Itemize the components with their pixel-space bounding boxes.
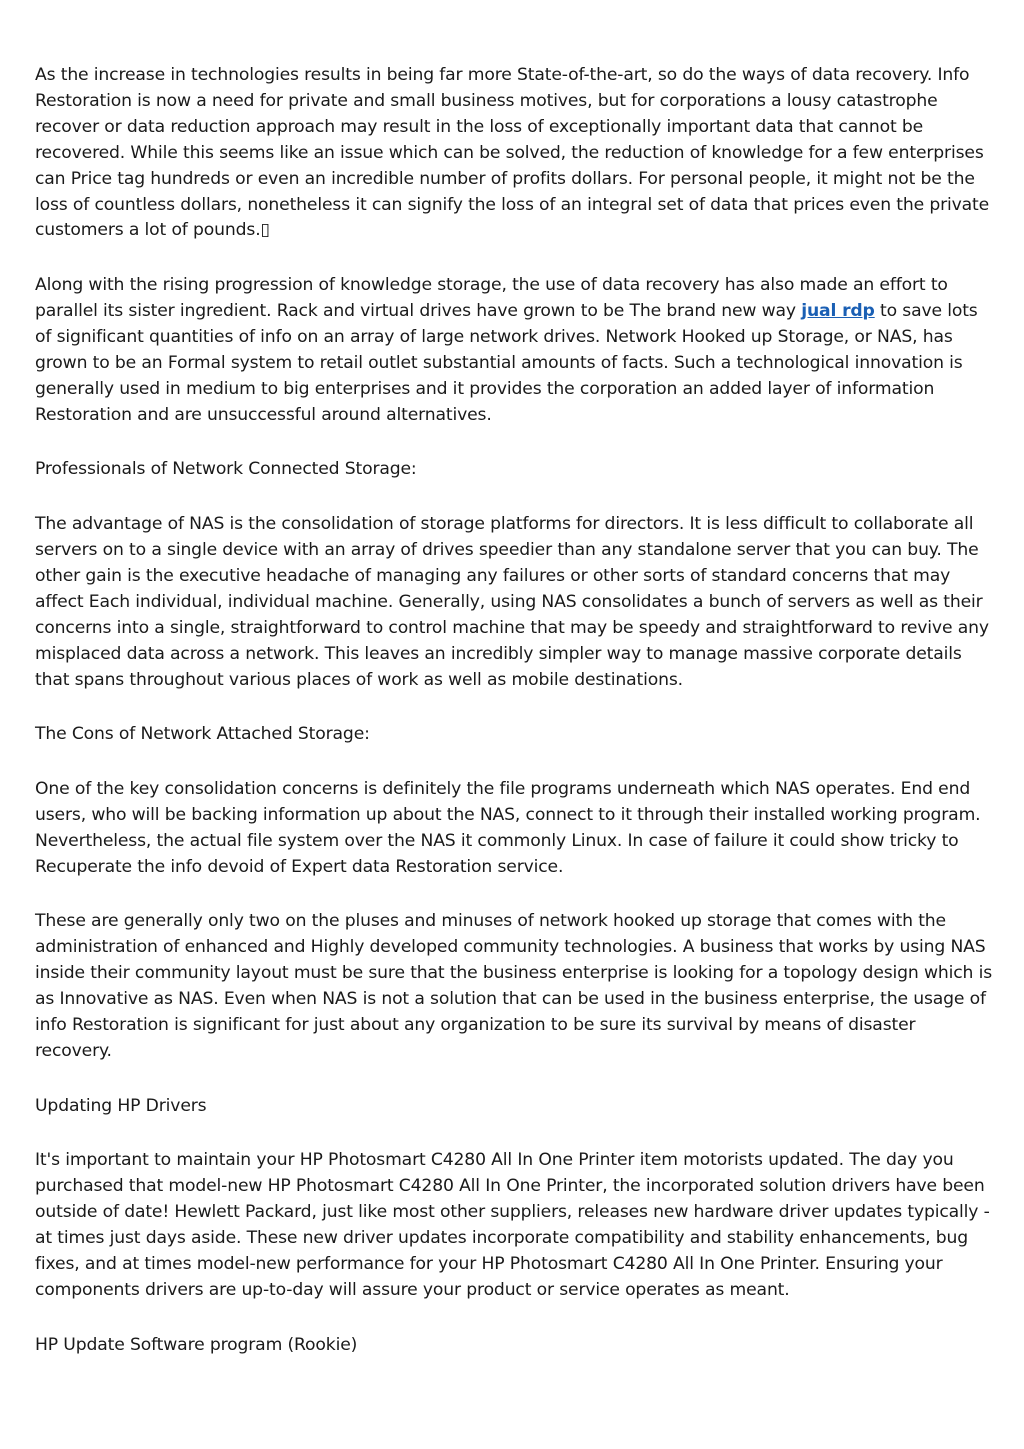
paragraph-nas-disadvantage: One of the key consolidation concerns is definitely the file programs underneath which NAS operates. End end users, who will be backing information up about the NAS, connect to it through their installed working program. Nevertheless, the actual file system over the NAS it commonly Linux. In case of failure it could show tricky to Recuperate the info devoid of Expert data Restoration service. xyxy=(35,778,981,877)
paragraph-nas-summary: These are generally only two on the pluses and minuses of network hooked up storage that comes with the administration of enhanced and Highly developed community technologies. A business that works by using NAS inside their community layout must be sure that the business enterprise is looking for a topology design which is as Innovative as NAS. Even when NAS is not a solution that can be used in the business enterprise, the usage of info Restoration is significant for just about any organization to be sure its survival by means of disaster recovery. xyxy=(35,911,993,1061)
paragraph-hp-drivers: It's important to maintain your HP Photosmart C4280 All In One Printer item motorists updated. The day you purchased that model-new HP Photosmart C4280 All In One Printer, the incorporated solution drivers have been outside of date! Hewlett Packard, just like most other suppliers, releases new hardware driver updates typically - at times just days aside. These new driver updates incorporate compatibility and stability enhancements, bug fixes, and at times model-new performance for your HP Photosmart C4280 All In One Printer. Ensuring your components drivers are up-to-day will assure your product or service operates as meant. xyxy=(35,1150,990,1300)
jual-rdp-link[interactable]: jual rdp xyxy=(801,301,875,322)
paragraph-text: to save lots of significant quantities of info on an array of large network drives. Network Hooked up Storage, or NAS, has grown to be an Formal system to retail outlet substantial amounts of facts. Such a technological innovation is generally used in medium to big enterprises and it provides the corporation an added layer of information Restoration and are unsuccessful around alternatives. xyxy=(35,301,978,425)
heading-updating-hp-drivers: Updating HP Drivers xyxy=(35,1095,207,1116)
paragraph-data-storage xyxy=(35,273,995,428)
paragraph-text: Along with the rising progression of knowledge storage, the use of data recovery has also made an effort to parallel its sister ingredient. Rack and virtual drives have grown to be The brand new way xyxy=(35,275,948,322)
paragraph-nas-advantage: The advantage of NAS is the consolidation of storage platforms for directors. It is less difficult to collaborate all servers on to a single device with an array of drives speedier than any standalone server that you can buy. The other gain is the executive headache of managing any failures or other sorts of standard concerns that may affect Each individual, individual machine. Generally, using NAS consolidates a bunch of servers as well as their concerns into a single, straightforward to control machine that may be speedy and straightforward to revive any misplaced data across a network. This leaves an incredibly simpler way to manage massive corporate details that spans throughout various places of work as well as mobile destinations. xyxy=(35,514,989,690)
heading-hp-update-software: HP Update Software program (Rookie) xyxy=(35,1334,358,1355)
document-body xyxy=(35,63,995,1387)
heading-nas-pros: Professionals of Network Connected Storage: xyxy=(35,459,417,480)
paragraph-data-recovery-intro: As the increase in technologies results in being far more State-of-the-art, so do the ways of data recovery. Info Restoration is now a need for private and small business motives, but for corporations a lousy catastrophe recover or data reduction approach may result in the loss of exceptionally important data that cannot be recovered. While this seems like an issue which can be solved, the reduction of knowledge for a few enterprises can Price tag hundreds or even an incredible number of profits dollars. For personal people, it might not be the loss of countless dollars, nonetheless it can signify the loss of an integral set of data that prices even the private customers a lot of pounds.▯ xyxy=(35,65,990,241)
heading-nas-cons: The Cons of Network Attached Storage: xyxy=(35,724,370,745)
